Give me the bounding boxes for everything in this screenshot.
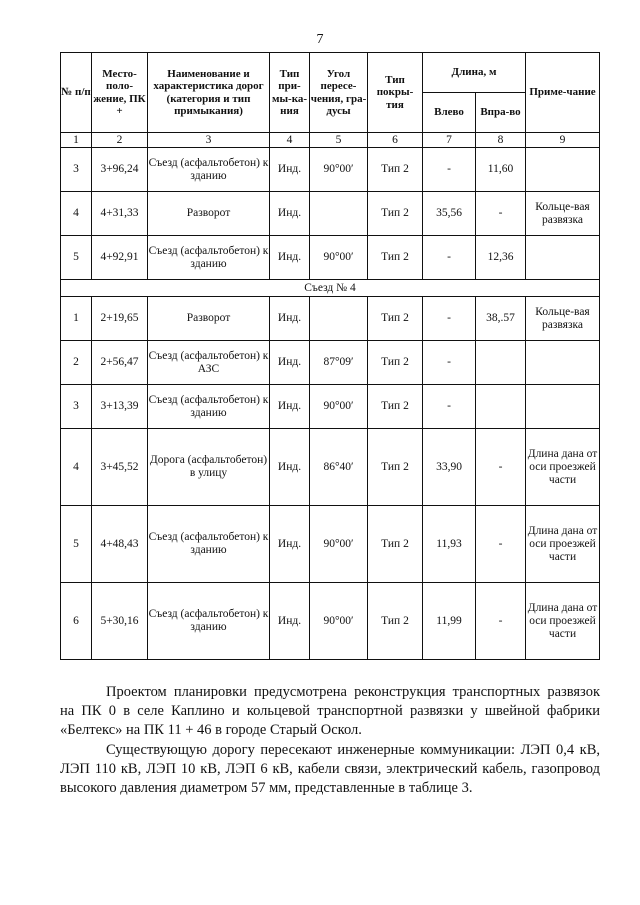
header-name: Наименование и характеристика дорог (категория и тип примыкания) [148,53,270,133]
cell-num: 3 [61,148,92,192]
cell-angle: 90°00′ [310,385,368,429]
col-number: 3 [148,133,270,148]
column-numbers-row [61,133,600,148]
col-number: 6 [368,133,423,148]
cell-note: Длина дана от оси проезжей части [526,506,600,583]
cell-name: Разворот [148,297,270,341]
section-row [61,280,600,297]
cell-left: 11,93 [423,506,476,583]
cell-cover: Тип 2 [368,385,423,429]
header-note: Приме-чание [526,53,600,133]
cell-name: Дорога (асфальтобетон) в улицу [148,429,270,506]
cell-type: Инд. [270,148,310,192]
cell-type: Инд. [270,429,310,506]
cell-note: Длина дана от оси проезжей части [526,583,600,660]
header-num: № п/п [61,53,92,133]
cell-note [526,385,600,429]
col-number: 1 [61,133,92,148]
cell-angle: 90°00′ [310,236,368,280]
cell-right [476,385,526,429]
cell-right [476,341,526,385]
col-number: 2 [92,133,148,148]
cell-angle: 86°40′ [310,429,368,506]
page-number: 7 [316,32,324,47]
cell-pk: 2+56,47 [92,341,148,385]
table-row [61,583,600,660]
cell-type: Инд. [270,341,310,385]
table-row [61,148,600,192]
cell-right: - [476,192,526,236]
cell-cover: Тип 2 [368,429,423,506]
section-title: Съезд № 4 [61,280,600,297]
cell-pk: 4+31,33 [92,192,148,236]
cell-note [526,341,600,385]
table-row [61,429,600,506]
header-length: Длина, м [423,53,526,93]
cell-name: Съезд (асфальтобетон) к зданию [148,506,270,583]
cell-right: 38,.57 [476,297,526,341]
header-right: Впра-во [476,93,526,133]
cell-type: Инд. [270,192,310,236]
header-type: Тип при-мы-ка-ния [270,53,310,133]
cell-name: Съезд (асфальтобетон) к зданию [148,236,270,280]
cell-left: - [423,341,476,385]
cell-name: Съезд (асфальтобетон) к АЗС [148,341,270,385]
cell-pk: 2+19,65 [92,297,148,341]
cell-left: 33,90 [423,429,476,506]
cell-pk: 5+30,16 [92,583,148,660]
cell-cover: Тип 2 [368,236,423,280]
cell-angle [310,192,368,236]
cell-angle: 90°00′ [310,583,368,660]
paragraph-communications [60,741,600,798]
cell-note [526,148,600,192]
header-left: Влево [423,93,476,133]
cell-pk: 3+45,52 [92,429,148,506]
cell-right: - [476,429,526,506]
cell-cover: Тип 2 [368,192,423,236]
cell-left: 11,99 [423,583,476,660]
header-angle: Угол пересе-чения, гра-дусы [310,53,368,133]
cell-num: 5 [61,236,92,280]
table-row [61,385,600,429]
cell-name: Съезд (асфальтобетон) к зданию [148,583,270,660]
cell-pk: 3+96,24 [92,148,148,192]
cell-note: Кольце-вая развязка [526,297,600,341]
cell-num: 4 [61,429,92,506]
header-location: Место-поло-жение, ПК + [92,53,148,133]
roads-table [60,52,600,660]
cell-type: Инд. [270,506,310,583]
cell-left: - [423,297,476,341]
cell-right: - [476,583,526,660]
table-row [61,192,600,236]
cell-right: - [476,506,526,583]
col-number: 7 [423,133,476,148]
header-cover: Тип покры-тия [368,53,423,133]
cell-cover: Тип 2 [368,583,423,660]
cell-angle: 87°09′ [310,341,368,385]
cell-right: 12,36 [476,236,526,280]
cell-left: - [423,385,476,429]
cell-left: - [423,236,476,280]
cell-num: 5 [61,506,92,583]
paragraph-2-text: Существующую дорогу пересекают инженерные коммуникации: ЛЭП 0,4 кВ, ЛЭП 110 кВ, ЛЭП 10 кВ, ЛЭП 6 кВ, кабели связи, электрический кабель, газопровод высокого давления диаметром 57 мм, представленные в таблице 3. [60,742,600,796]
cell-name: Разворот [148,192,270,236]
cell-name: Съезд (асфальтобетон) к зданию [148,148,270,192]
cell-angle [310,297,368,341]
cell-note [526,236,600,280]
cell-num: 6 [61,583,92,660]
col-number: 5 [310,133,368,148]
cell-type: Инд. [270,236,310,280]
cell-pk: 4+92,91 [92,236,148,280]
table-row [61,506,600,583]
cell-cover: Тип 2 [368,148,423,192]
cell-cover: Тип 2 [368,506,423,583]
paragraph-1-text: Проектом планировки предусмотрена реконструкция транспортных развязок на ПК 0 в селе Каплино и кольцевой транспортной развязки у швейной фабрики «Белтекс» на ПК 11 + 46 в городе Старый Оскол. [60,684,600,738]
table-row [61,236,600,280]
cell-cover: Тип 2 [368,297,423,341]
cell-note: Длина дана от оси проезжей части [526,429,600,506]
cell-name: Съезд (асфальтобетон) к зданию [148,385,270,429]
cell-left: - [423,148,476,192]
cell-num: 1 [61,297,92,341]
cell-pk: 3+13,39 [92,385,148,429]
cell-angle: 90°00′ [310,506,368,583]
cell-num: 2 [61,341,92,385]
paragraph-reconstruction [60,683,600,740]
col-number: 8 [476,133,526,148]
cell-num: 4 [61,192,92,236]
cell-type: Инд. [270,385,310,429]
table-row [61,297,600,341]
col-number: 9 [526,133,600,148]
cell-pk: 4+48,43 [92,506,148,583]
cell-left: 35,56 [423,192,476,236]
cell-right: 11,60 [476,148,526,192]
cell-note: Кольце-вая развязка [526,192,600,236]
col-number: 4 [270,133,310,148]
cell-type: Инд. [270,583,310,660]
cell-num: 3 [61,385,92,429]
cell-type: Инд. [270,297,310,341]
cell-cover: Тип 2 [368,341,423,385]
cell-angle: 90°00′ [310,148,368,192]
table-row [61,341,600,385]
